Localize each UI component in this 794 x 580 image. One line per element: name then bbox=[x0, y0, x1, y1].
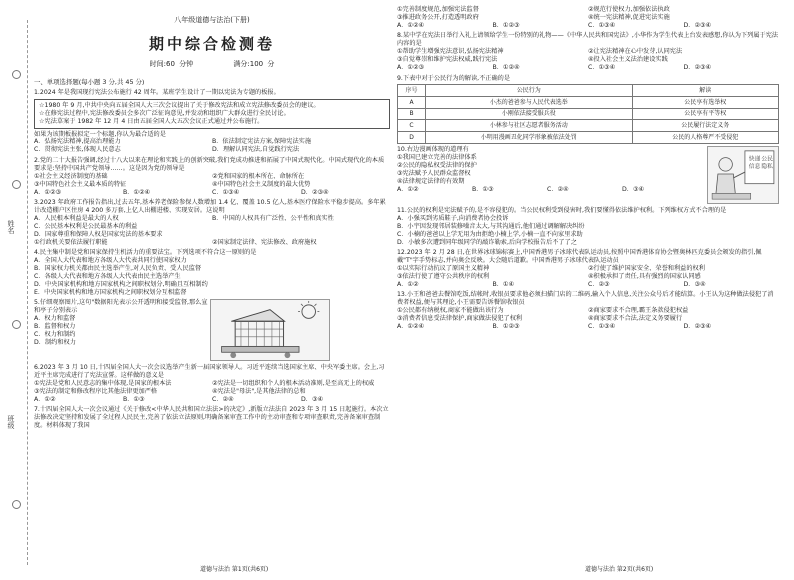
option: ④中国特色社会主义制度的最大优势 bbox=[212, 180, 311, 188]
question-12: 12.2023 年 2 月 28 日,在世界冰球锦标赛上,中国香港男子冰球代表队运动员,按照中国香港体育协会暨奥林匹克委员会颁发的指引,佩戴"T"字手势标志,并向奥会反映。大会随后道歉。中国香港男子冰球代表队运动员 ①以实际行动抗议了原国主义精神 ②行使了维护国家安全、荣誉和利益的权利 ③依法行使了遵守公共秩序的权利 ④积极承担了责任,具有强烈的国家认同感 A．①② B．①④ C．②③ D．③④ bbox=[397, 249, 779, 289]
option: ①公民都有纳税权,商家不能做出该行为 bbox=[397, 307, 504, 315]
option: ①我国已建立完善的法律体系 bbox=[397, 154, 477, 162]
table-row: C 小林参与社区志愿者服务活动 公民履行法定义务 bbox=[398, 120, 779, 132]
question-5: 5.仔细观察图片,这句"数据阳光表示公开透明和接受监督,那么宣和亭子分别表示 A．权力和监督 B．监督和权力 C．权力和制约 D．制约和权力 bbox=[34, 299, 390, 361]
answer-choice: D．③④ bbox=[683, 280, 706, 288]
option: ④投入社会主义法治建设实践 bbox=[588, 56, 668, 64]
question-7: 7.十四届全国人大一次会议通过《关于修改<中华人民共和国立法法>的决定》,新版立法法自 2023 年 3 月 15 日起施行。本次立法修改决定坚持和发展了全过程人民民主,完善了依法立法原则,明确备案审查工作中的主动审查和专项审查职责,完善备案审查制度。材料体现了我国 bbox=[34, 405, 389, 429]
cartoon-label: 信息 bbox=[748, 164, 761, 171]
option: A．全国人大代表和地方各级人大代表共同行使国家权力 bbox=[34, 257, 187, 265]
answer-choice: D．②③④ bbox=[683, 64, 712, 72]
sun-pavilion-figure bbox=[210, 299, 330, 361]
answer-choice: A．①② bbox=[34, 395, 56, 403]
option: A．小强买到劣质鞋子,向消费者协会投诉 bbox=[397, 214, 509, 222]
answer-choice: C．①③④ bbox=[588, 64, 616, 72]
option: E．中央国家机构和地方国家机构之间职权划分互相监督 bbox=[34, 288, 187, 296]
behavior-table bbox=[397, 84, 779, 143]
answer-choice: A．①②④ bbox=[397, 322, 425, 330]
answer-choice: A．①②③ bbox=[397, 64, 425, 72]
option: ④积极承担了责任,具有强烈的国家认同感 bbox=[588, 272, 701, 280]
option: ③依法行使了遵守公共秩序的权利 bbox=[397, 272, 490, 280]
option: B．小宇因发现邻居装修噪音太大,与其沟通后,他们通过调解解决纠纷 bbox=[397, 222, 585, 230]
answer-choice: D．②③④ bbox=[683, 322, 712, 330]
option: ②公民的隐私权受法律的保护 bbox=[397, 162, 477, 170]
option: ②行使了维护国家安全、荣誉和利益的权利 bbox=[588, 264, 705, 272]
option: ③消费者信息受法律保护,商家做法侵犯了权利 bbox=[397, 314, 523, 322]
binding-hole-icon bbox=[12, 180, 21, 189]
answer-choice: C．②④ bbox=[547, 185, 569, 193]
answer-choice: D．②③④ bbox=[683, 21, 712, 29]
option: ②国家制定法律、宪法修改、政府施权 bbox=[212, 238, 317, 246]
question-10: 快递 信息 公民 隐私 10.右边漫画体现的道理有 ①我国已建立完善的法律体系 ②公民的隐私权受法律的保护 ③宪法赋予人民群众监督权 ④法律规定法律的有效期 A．①② B．①③ C．②④ D．③④ bbox=[397, 146, 779, 204]
cartoon-label: 快递 bbox=[748, 156, 761, 163]
answer-choice: B．①③ bbox=[123, 395, 145, 403]
answer-choice: B．①②④ bbox=[492, 64, 520, 72]
option: ④商家要求不合法,法定义务要履行 bbox=[588, 314, 683, 322]
option: D．中央国家机构和地方国家机构之间职权划分,明确且互相制约 bbox=[34, 280, 208, 288]
option: ④法律规定法律的有效期 bbox=[397, 178, 465, 186]
option: D．制约和权力 bbox=[34, 338, 76, 346]
table-row: D 小明用漫画丑化同学形象被依法处罚 公民的人格尊严不受侵犯 bbox=[398, 132, 779, 144]
option: ③中国特色社会主义最本质的特征 bbox=[34, 180, 127, 188]
option: B．中国的人权具有广泛性、公平性和真实性 bbox=[212, 214, 334, 222]
page-footer-left: 道德与法治 第1页(共6页) bbox=[200, 566, 269, 573]
page-footer-right: 道德与法治 第2页(共6页) bbox=[585, 566, 654, 573]
option: ④宪法是"母法",是其他法律的总和 bbox=[212, 387, 306, 395]
answer-choice: C．②③ bbox=[588, 280, 610, 288]
answer-choice: D．③④ bbox=[301, 395, 324, 403]
binding-hole-icon bbox=[12, 500, 21, 509]
option: ②让宪法精神在心中发芽,认同宪法 bbox=[588, 48, 683, 56]
binding-hole-icon bbox=[12, 320, 21, 329]
question-13: 13.小王和爸爸去餐馆吃饭,结帐时,收银员要求他必须扫描门店的二维码,输入个人信息,关注公众号后才能结算。小王认为这种做法侵犯了消费者权益,便与其理论,小王需要告诉餐馆收银员 ①公民都有纳税权,商家不能做出该行为 ②商家要求不合理,霸王条款侵犯权益 ③消费者信息受法律保护,商家做法侵犯了权利 ④商家要求不合法,法定义务要履行 A．①②④ B．①②③ C．①③④ D．②③④ bbox=[397, 291, 779, 331]
question-1-box: ☆1980 年 9 月,中共中央向五届全国人大三次会议提出了关于修改宪法和成立宪法修改委员会的建议。 ☆在修宪法过程中,宪法修改委员会多次广泛征询意见,并发动和组织广大群众进行全民讨论。 ☆宪法草案于 1982 年 12 月 4 日由五届全国人大五次会议正式通过并公布施行。 bbox=[34, 99, 390, 129]
table-row: A 小杰的爸爸参与人民代表选举 公民享有选举权 bbox=[398, 97, 779, 109]
answer-choice: C．①③④ bbox=[588, 322, 616, 330]
option: ②规范行使权力,加强依法执政 bbox=[588, 6, 670, 13]
section-heading: 一、单项选择题(每小题 3 分,共 45 分) bbox=[34, 78, 145, 87]
option: ③宪法的制定和修改程序比其他法律更加严格 bbox=[34, 387, 158, 395]
answer-choice: B．①③ bbox=[472, 185, 494, 193]
answer-choice: A．①②③ bbox=[34, 188, 62, 196]
option: ①社会主义经济制度的基础 bbox=[34, 172, 108, 180]
answer-choice: A．①② bbox=[397, 280, 419, 288]
option: ②宪法是一切组织和个人的根本活动准则,是至高无上的权威 bbox=[212, 379, 375, 387]
option: ①以实际行动抗议了原国主义精神 bbox=[397, 264, 490, 272]
table-header: 公民行为 bbox=[426, 85, 633, 97]
name-label: 姓名 bbox=[6, 220, 15, 234]
exam-meta bbox=[34, 60, 390, 69]
right-column bbox=[397, 6, 779, 331]
cartoon-figure bbox=[707, 146, 779, 204]
option: ②党和国家的根本所在、命脉所在 bbox=[212, 172, 305, 180]
answer-choice: B．①④ bbox=[492, 280, 515, 288]
exam-score: 满分:100 分 bbox=[233, 60, 275, 69]
option: ①帮助学生增强宪法意识,弘扬宪法精神 bbox=[397, 48, 504, 56]
option: B．国家权力机关都由民主选举产生,对人民负责、受人民监督 bbox=[34, 265, 202, 273]
answer-choice: B．①②④ bbox=[123, 188, 151, 196]
answer-choice: C．①③④ bbox=[212, 188, 240, 196]
question-2: 2.党的二十大报告强调,经过十八大以来在理论和实践上的创新突破,我们党成功推进和拓展了中国式现代化。中国式现代化的本质要求是:坚持中国共产党领导……。这是因为党的领导是 ①社会主义经济制度的基础 ②党和国家的根本所在、命脉所在 ③中国特色社会主义最本质的特征 ④中国特色社会主义制度的最大优势 A．①②③ B．①②④ C．①③④ D．②③④ bbox=[34, 157, 390, 197]
table-row: B 小刚依法接受服兵役 公民享有平等权 bbox=[398, 108, 779, 120]
option: A．人民根本利益是最大的人权 bbox=[34, 214, 119, 222]
left-column bbox=[34, 6, 390, 430]
answer-choice: C．①③④ bbox=[588, 21, 616, 29]
option: B．依法制定宪法方案,保障宪法实施 bbox=[212, 138, 312, 146]
option: ③自觉尊崇和维护宪法权威,践行宪法 bbox=[397, 56, 498, 64]
option: ③宪法赋予人民群众监督权 bbox=[397, 170, 471, 178]
cartoon-label: 公民 bbox=[761, 156, 773, 163]
option: ①完善制度规范,加强宪法监督 bbox=[397, 6, 479, 13]
binding-margin bbox=[2, 20, 28, 565]
option: ①行政机关要依法履行职能 bbox=[34, 238, 108, 246]
answer-choice: C．②④ bbox=[212, 395, 234, 403]
answer-choice: A．①②④ bbox=[397, 21, 425, 29]
question-8: 8.某中学在宪法日举行入礼上请领给学生一份特别的礼物——《中华人民共和国宪法》,小华作为学生代表上台发表感想,你认为下列属于宪法内容的是 ①帮助学生增强宪法意识,弘扬宪法精神 ②让宪法精神在心中发芽,认同宪法 ③自觉尊崇和维护宪法权威,践行宪法 ④投入社会主义法治建设实践 A．①②③ B．①②④ C．①③④ D．②③④ bbox=[397, 32, 779, 72]
option: ②商家要求不合理,霸王条款侵犯权益 bbox=[588, 307, 689, 315]
option: B．监督和权力 bbox=[34, 323, 76, 331]
option: ④统一宪法精神,促进宪法实施 bbox=[588, 13, 670, 21]
option: C．小楠的爸爸以上学无用为由拒绝小楠上学,小楠一直不向家里求助 bbox=[397, 230, 583, 238]
question-7-continued bbox=[397, 6, 779, 30]
option: D．理解认同宪法,自觉践行宪法 bbox=[212, 146, 300, 154]
question-11: 11.公民的权利是宪法赋予的,是不容侵犯的。当公民权利受到侵害时,我们要懂得依法维护权利。下列维权方式不合理的是 A．小强买到劣质鞋子,向消费者协会投诉 B．小宇因发现邻居装修噪音太大,与其沟通后,他们通过调解解决纠纷 C．小楠的爸爸以上学无用为由拒绝小楠上学,小楠一直不向家里求助 D．小敏多次遭到同年级同学的敲诈勒索,后向学校报告后不了了之 bbox=[397, 207, 779, 247]
answer-choice: A．①② bbox=[397, 185, 419, 193]
exam-time: 时间:60 分钟 bbox=[149, 60, 194, 69]
option: ①宪法是党和人民意志的集中体现,是国家的根本法 bbox=[34, 379, 172, 387]
answer-choice: B．①②③ bbox=[492, 322, 520, 330]
question-6: 6.2023 年 3 月 10 日,十四届全国人大一次会议选举产生新一届国家领导人。习近平连续当选国家主席、中央军委主席。会上,习近平主席完成进行了宪法宣誓。这样做的意义是 ①宪法是党和人民意志的集中体现,是国家的根本法 ②宪法是一切组织和个人的根本活动准则,是至高无上的权威 ③宪法的制定和修改程序比其他法律更加严格 ④宪法是"母法",是其他法律的总和 A．①② B．①③ C．②④ D．③④ bbox=[34, 364, 390, 404]
question-3: 3.2023 年政府工作报告指出,过去五年,基本养老保险参保人数增加 1.4 亿、覆盖 10.5 亿人,基本医疗保险水平稳步提高。多年累计改造棚户区住房 4 200 多万套,上亿人出棚进楼、实现安居。这说明 A．人民根本利益是最大的人权 B．中国的人权具有广泛性、公平性和真实性 C．公民基本权利是公民最基本的利益 D．国家尊重和保障人权是国家宪法的基本要求 ①行政机关要依法履行职能 ②国家制定法律、宪法修改、政府施权 bbox=[34, 199, 390, 247]
option: C．权力和制约 bbox=[34, 331, 76, 339]
option: D．小敏多次遭到同年级同学的敲诈勒索,后向学校报告后不了了之 bbox=[397, 238, 577, 246]
exam-subtitle: 八年级道德与法治(下册) bbox=[174, 16, 250, 24]
option: A．弘扬宪法精神,提高治理能力 bbox=[34, 138, 121, 146]
answer-choice: D．③④ bbox=[622, 185, 645, 193]
question-4: 4.民主集中制是党和国家保持生机活力的重要法宝。下列选项不符合这一原则的是 A．全国人大代表和地方各级人大代表共同行使国家权力 B．国家权力机关都由民主选举产生,对人民负责、受人民监督 C．各级人大代表和地方各级人大代表由民主选举产生 D．中央国家机构和地方国家机构之间职权划分,明确且互相制约 E．中央国家机构和地方国家机构之间职权划分互相监督 bbox=[34, 249, 390, 297]
option: C．各级人大代表和地方各级人大代表由民主选举产生 bbox=[34, 272, 181, 280]
binding-hole-icon bbox=[12, 70, 21, 79]
option: ③推进政务公开,打造透明政府 bbox=[397, 13, 479, 21]
cartoon-label: 隐私 bbox=[761, 164, 773, 171]
option: A．权力和监督 bbox=[34, 315, 76, 323]
option: C．贯彻宪法主张,体现人民意志 bbox=[34, 146, 121, 154]
class-label: 班级 bbox=[6, 415, 15, 429]
answer-choice: D．②③④ bbox=[301, 188, 329, 196]
option: C．公民基本权利是公民最基本的利益 bbox=[34, 222, 138, 230]
option: D．国家尊重和保障人权是国家宪法的基本要求 bbox=[34, 230, 163, 238]
exam-title: 期中综合检测卷 bbox=[148, 34, 275, 53]
table-header: 序号 bbox=[398, 85, 426, 97]
question-1: 1.2024 年是我国现行宪法公布施行 42 周年。某班学生设计了一期以宪法为专题的板报。 ☆1980 年 9 月,中共中央向五届全国人大三次会议提出了关于修改宪法和成立宪法修改委员会的建议。 ☆在修宪法过程中,宪法修改委员会多次广泛征询意见,并发动和组织广大群众进行全民讨论。 ☆宪法草案于 1982 年 12 月 4 日由五届全国人大五次会议正式通过并公布施行。 如果为该期板报拟定一个标题,你认为最合适的是 A．弘扬宪法精神,提高治理能力 B．依法制定宪法方案,保障宪法实施 C．贯彻宪法主张,体现人民意志 D．理解认同宪法,自觉践行宪法 bbox=[34, 89, 390, 155]
question-9: 9.下表中对于公民行为的解读,不正确的是 序号 公民行为 解读 A 小杰的爸爸参与人民代表选举 公民享有选举权 B 小刚依法接受服兵役 公民享有平等权 C 小林参与社区志愿者服务活动 公民履行法定义务 D 小明用漫画丑化同学形象被依法处罚 公民的人格尊严不受侵犯 bbox=[397, 75, 779, 144]
table-header: 解读 bbox=[632, 85, 778, 97]
answer-choice: B．①②③ bbox=[492, 21, 520, 29]
